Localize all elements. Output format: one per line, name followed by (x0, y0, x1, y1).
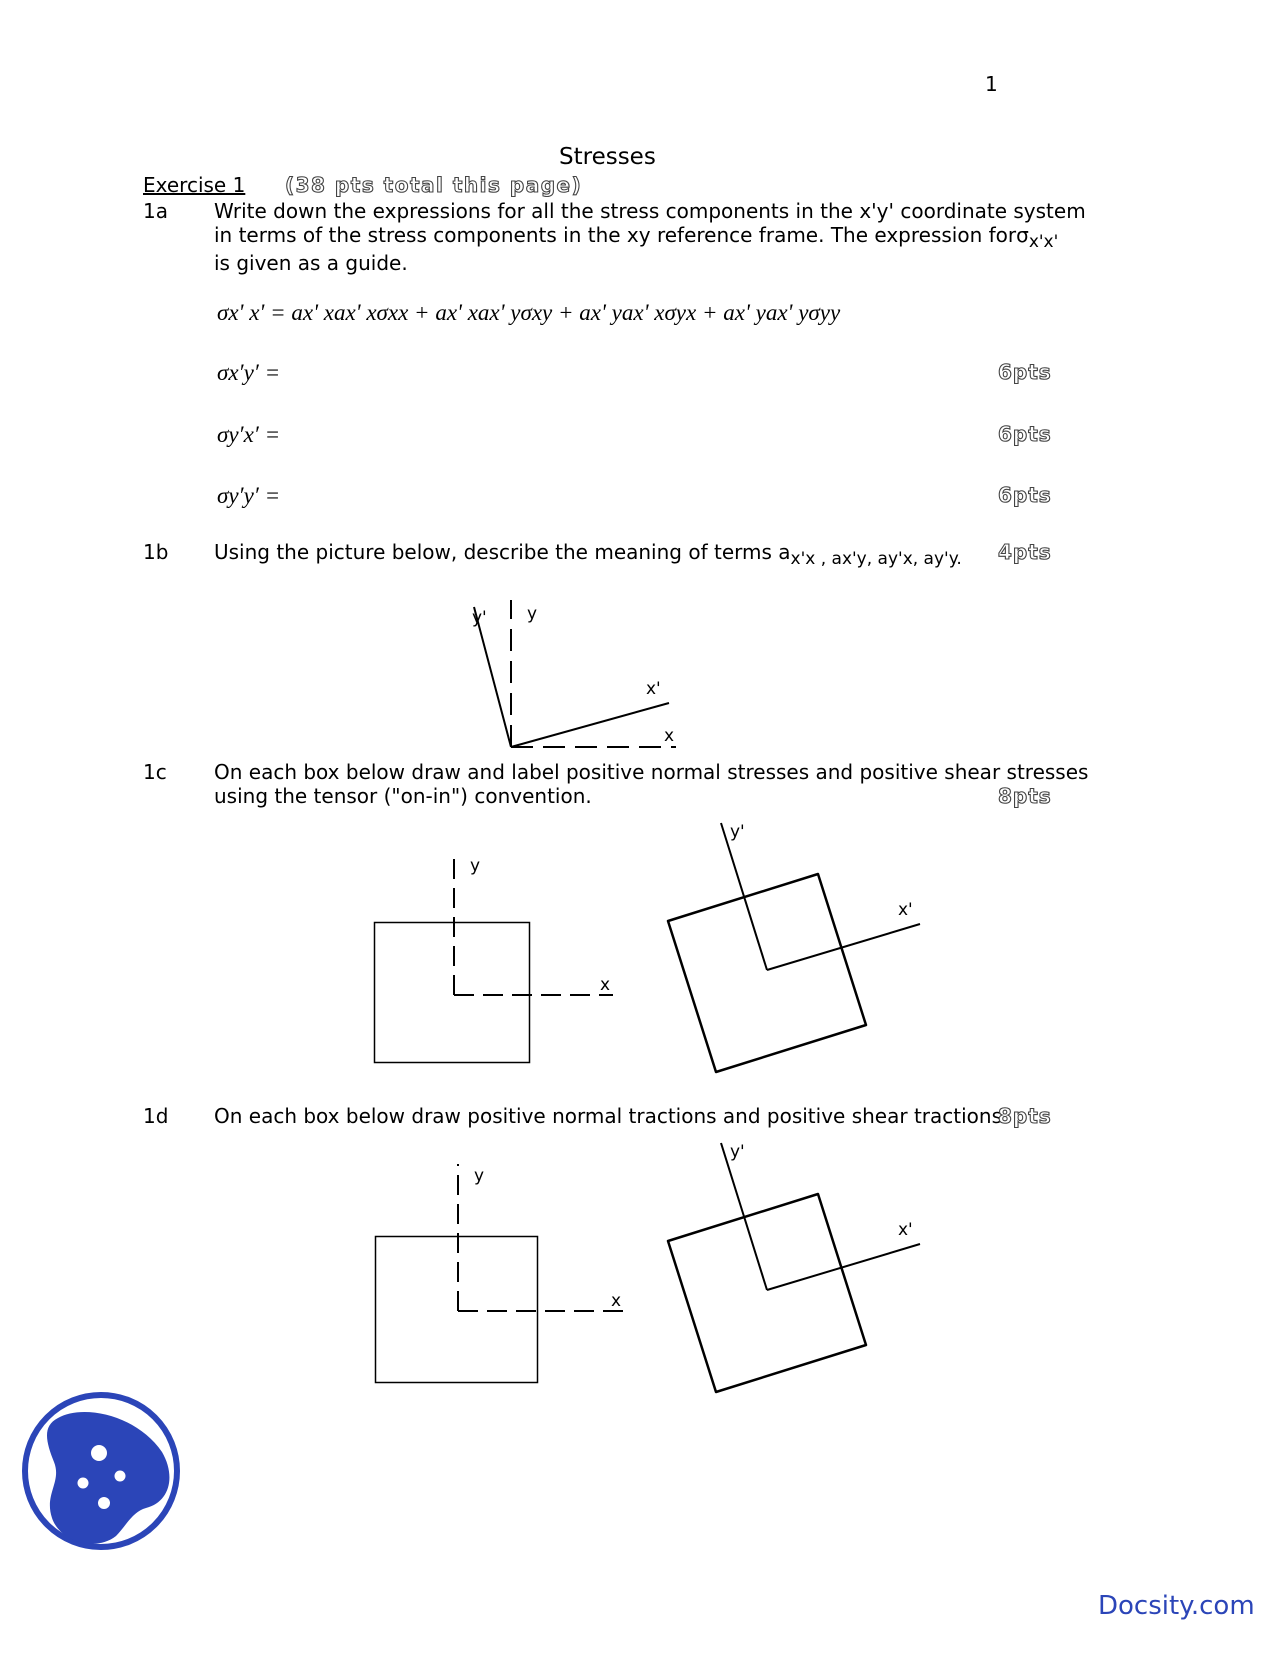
page-number: 1 (985, 72, 998, 96)
y-prime-axis (474, 607, 511, 747)
label-y-prime: y' (730, 822, 745, 842)
label-x: x (664, 726, 675, 746)
eq-sigma-yx-points: 6pts (998, 422, 1052, 446)
eq-sigma-yy-points: 6pts (998, 483, 1052, 507)
label-y-prime: y' (730, 1142, 745, 1162)
q1b-points: 4pts (998, 540, 1052, 564)
q1d-text: On each box below draw positive normal tractions and positive shear tractions. (214, 1104, 1009, 1128)
x-prime-axis (767, 924, 920, 970)
label-x: x (600, 975, 611, 995)
q1a-line3: is given as a guide. (214, 251, 408, 275)
q1c-number: 1c (143, 760, 167, 784)
guide-equation (217, 300, 840, 326)
page-title: Stresses (559, 144, 656, 170)
exercise-label: Exercise 1 (143, 173, 246, 197)
q1c-line1: On each box below draw and label positive normal stresses and positive shear stresses (214, 760, 1089, 784)
q1a-sigma-sub: x'x' (1028, 232, 1059, 252)
exercise-points: (38 pts total this page) (285, 173, 583, 197)
q1b-axes-figure (450, 595, 690, 755)
x-prime-axis (511, 703, 669, 747)
label-x: x (611, 1291, 622, 1311)
q1d-number: 1d (143, 1104, 169, 1128)
label-y: y (470, 856, 481, 876)
eq-sigma-xy: σx′y′ = (217, 360, 281, 385)
rotated-element-square (668, 874, 866, 1072)
q1a-line2: in terms of the stress components in the xy reference frame. The expression forσ$_{x'x'}$ (214, 223, 1059, 252)
eq-sigma-yx: σy′x′ = (217, 422, 281, 447)
eq-sigma-yy: σy′y′ = (217, 483, 281, 508)
q1c-left-box-figure (370, 850, 630, 1070)
element-square (375, 923, 530, 1063)
label-x-prime: x' (898, 1220, 913, 1240)
label-x-prime: x' (646, 679, 661, 699)
q1a-number: 1a (143, 199, 168, 223)
q1a-sigma: σ (1016, 223, 1029, 247)
docsity-logo-icon (20, 1390, 182, 1552)
q1a-line1: Write down the expressions for all the stress components in the x'y' coordinate system (214, 199, 1086, 223)
q1d-left-box-figure (370, 1160, 640, 1390)
label-y: y (474, 1166, 485, 1186)
guide-equation-lhs: σx' x' (217, 300, 265, 325)
docsity-brand-link[interactable]: Docsity.com (1098, 1591, 1255, 1621)
q1b-terms: x'x , ax'y, ay'x, ay'y. (790, 549, 962, 569)
y-prime-axis (721, 1143, 767, 1290)
guide-equation-rhs: = ax' xax' xσxx + ax' xax' yσxy + ax' yax' xσyx + ax' yax' yσyy (270, 300, 841, 325)
q1c-line2: using the tensor ("on-in") convention. (214, 784, 592, 808)
element-square (376, 1237, 538, 1383)
q1b-text: Using the picture below, describe the meaning of terms $a_{x'x , ax'y, ay'x, ay'y.}$ (214, 540, 962, 569)
q1c-right-box-figure (660, 815, 930, 1080)
q1c-points: 8pts (998, 784, 1052, 808)
label-x-prime: x' (898, 900, 913, 920)
eq-sigma-xy-points: 6pts (998, 360, 1052, 384)
y-prime-axis (721, 823, 767, 970)
q1d-right-box-figure (660, 1135, 930, 1400)
label-y: y (527, 604, 538, 624)
label-y-prime: y' (472, 608, 487, 628)
rotated-element-square (668, 1194, 866, 1392)
x-prime-axis (767, 1244, 920, 1290)
q1b-number: 1b (143, 540, 169, 564)
q1d-points: 8pts (998, 1104, 1052, 1128)
